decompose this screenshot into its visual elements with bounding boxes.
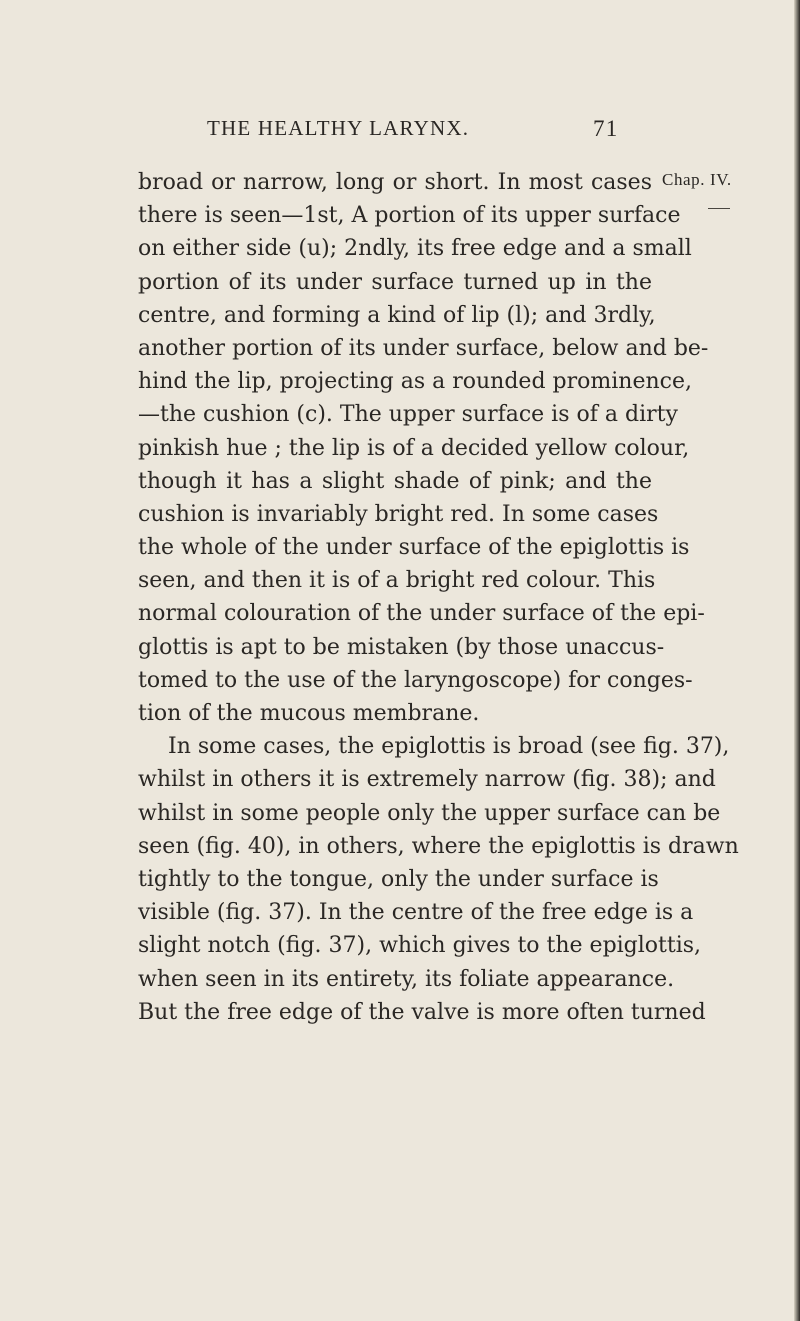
text-line: cushion is invariably bright red. In some cases <box>138 501 659 527</box>
text-line: normal colouration of the under surface of the epi- <box>138 601 705 627</box>
margin-chapter-note: Chap. IV. <box>662 170 732 189</box>
page-number: 71 <box>593 116 619 141</box>
text-line: another portion of its under surface, below and be- <box>138 335 709 361</box>
text-line: when seen in its entirety, its foliate appearance. <box>138 966 675 992</box>
text-line: tomed to the use of the laryngoscope) for conges- <box>138 667 693 693</box>
text-line: hind the lip, projecting as a rounded prominence, <box>138 369 692 395</box>
text-line: —the cushion (c). The upper surface is of a dirty <box>138 402 678 428</box>
text-line: though it has a slight shade of pink; and the <box>138 468 652 494</box>
text-line: glottis is apt to be mistaken (by those unaccus- <box>138 634 665 660</box>
text-line: pinkish hue ; the lip is of a decided yellow colour, <box>138 435 690 461</box>
text-line: tion of the mucous membrane. <box>138 701 480 726</box>
text-line: the whole of the under surface of the epiglottis is <box>138 535 690 561</box>
paragraph-2 <box>138 730 739 1029</box>
text-line: centre, and forming a kind of lip (l); and 3rdly, <box>138 302 656 328</box>
text-line: seen (fig. 40), in others, where the epiglottis is drawn <box>138 833 739 859</box>
text-line: broad or narrow, long or short. In most cases <box>138 170 652 195</box>
margin-note-rule <box>708 208 730 209</box>
page-edge-shadow <box>794 0 800 1321</box>
text-line: there is seen—1st, A portion of its upper surface <box>138 203 681 229</box>
running-head-title: THE HEALTHY LARYNX. <box>207 116 470 140</box>
text-line: whilst in some people only the upper surface can be <box>138 800 721 826</box>
text-line: tightly to the tongue, only the under surface is <box>138 866 659 892</box>
text-line: whilst in others it is extremely narrow (fig. 38); and <box>138 767 716 793</box>
text-line: slight notch (fig. 37), which gives to the epiglottis, <box>138 933 702 959</box>
text-line: portion of its under surface turned up in the <box>138 269 652 295</box>
text-line: visible (fig. 37). In the centre of the free edge is a <box>138 900 694 926</box>
text-line: on either side (u); 2ndly, its free edge and a small <box>138 236 692 262</box>
text-line: But the free edge of the valve is more often turned <box>138 999 706 1025</box>
text-line: In some cases, the epiglottis is broad (see fig. 37), <box>168 734 730 760</box>
text-line: seen, and then it is of a bright red colour. This <box>138 568 656 594</box>
